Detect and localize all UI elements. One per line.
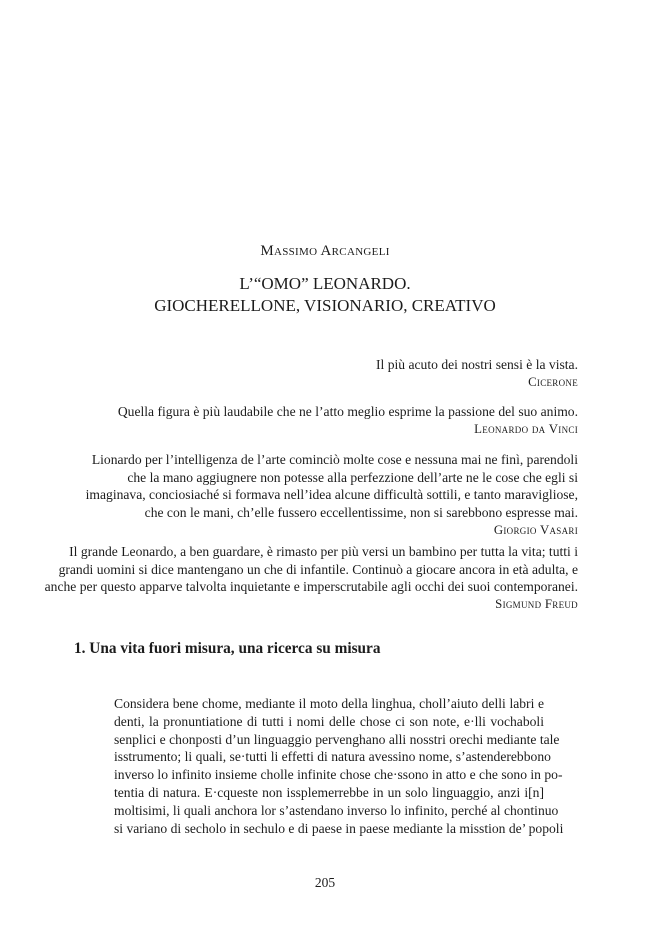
epigraph-attribution: Leonardo da Vinci bbox=[474, 421, 578, 436]
epigraph-attribution: Giorgio Vasari bbox=[493, 522, 578, 537]
epigraph-line: grandi uomini si dice mantengano un che di infantile. Continuò a giocare ancora in età adulta, e bbox=[58, 561, 578, 577]
epigraph-line: Il più acuto dei nostri sensi è la vista. bbox=[376, 357, 578, 372]
quote-line: senplici e chonposti d’un linguaggio pervenghano alli nosstri orechi mediante tale bbox=[114, 731, 560, 747]
epigraph-line: Lionardo per l’intelligenza de l’arte cominciò molte cose e nessuna mai ne finì, parendoli bbox=[91, 452, 578, 467]
block-quote bbox=[114, 695, 564, 837]
section-heading: 1. Una vita fuori misura, una ricerca su misura bbox=[74, 640, 381, 657]
quote-line: moltisimi, li quali anchora lor s’astendano inverso lo infinito, perché al chontinuo bbox=[114, 802, 559, 818]
quote-line: inverso lo infinito insieme cholle infinite chose che·ssono in atto e che sono in po- bbox=[114, 767, 563, 783]
epigraph-attribution: Cicerone bbox=[528, 374, 578, 389]
epigraph-line: che con le mani, ch’elle fussero eccellentissime, non si sarebbono espresse mai. bbox=[144, 505, 578, 521]
epigraph bbox=[86, 451, 578, 540]
epigraph bbox=[118, 403, 578, 438]
quote-line: isstrumento; li quali, se·tutti li effetti di natura avessino nome, s’astenderebbono bbox=[114, 749, 551, 765]
epigraph-line: Quella figura è più laudabile che ne l’atto meglio esprime la passione del suo animo. bbox=[117, 404, 578, 419]
epigraph bbox=[376, 356, 578, 391]
page-number: 205 bbox=[314, 875, 336, 890]
quote-line: si variano di secholo in sechulo e di paese in paese mediante la misstion de’ popoli bbox=[114, 820, 564, 836]
epigraph-line: imaginava, conciosiaché si formava nell’idea alcune difficultà sottili, e tanto maravigliose, bbox=[85, 487, 578, 503]
quote-line: tentia di natura. E·cqueste non issplemerrebbe in un solo linguaggio, anzi i[n] bbox=[114, 784, 544, 800]
epigraph bbox=[45, 543, 578, 614]
quote-line: denti, la pronuntiatione di tutti i nomi delle chose ci son note, e·lli vochaboli bbox=[114, 713, 544, 729]
chapter-title bbox=[0, 273, 650, 317]
epigraph-line: Il grande Leonardo, a ben guardare, è rimasto per più versi un bambino per tutta la vita; tutti i bbox=[69, 544, 578, 559]
epigraph-line: che la mano aggiugnere non potesse alla perfezzione dell’arte ne le cose che egli si bbox=[127, 469, 578, 485]
title-line: L’“OMO” LEONARDO. bbox=[239, 274, 411, 293]
epigraph-attribution: Sigmund Freud bbox=[495, 597, 578, 612]
author-name: Massimo Arcangeli bbox=[260, 243, 390, 259]
epigraph-line: anche per questo apparve talvolta inquietante e imperscrutabile agli occhi dei suoi contemporanei. bbox=[44, 579, 578, 595]
title-line: GIOCHERELLONE, VISIONARIO, CREATIVO bbox=[154, 296, 496, 315]
quote-line: Considera bene chome, mediante il moto della linghua, choll’aiuto delli labri e bbox=[114, 696, 544, 711]
